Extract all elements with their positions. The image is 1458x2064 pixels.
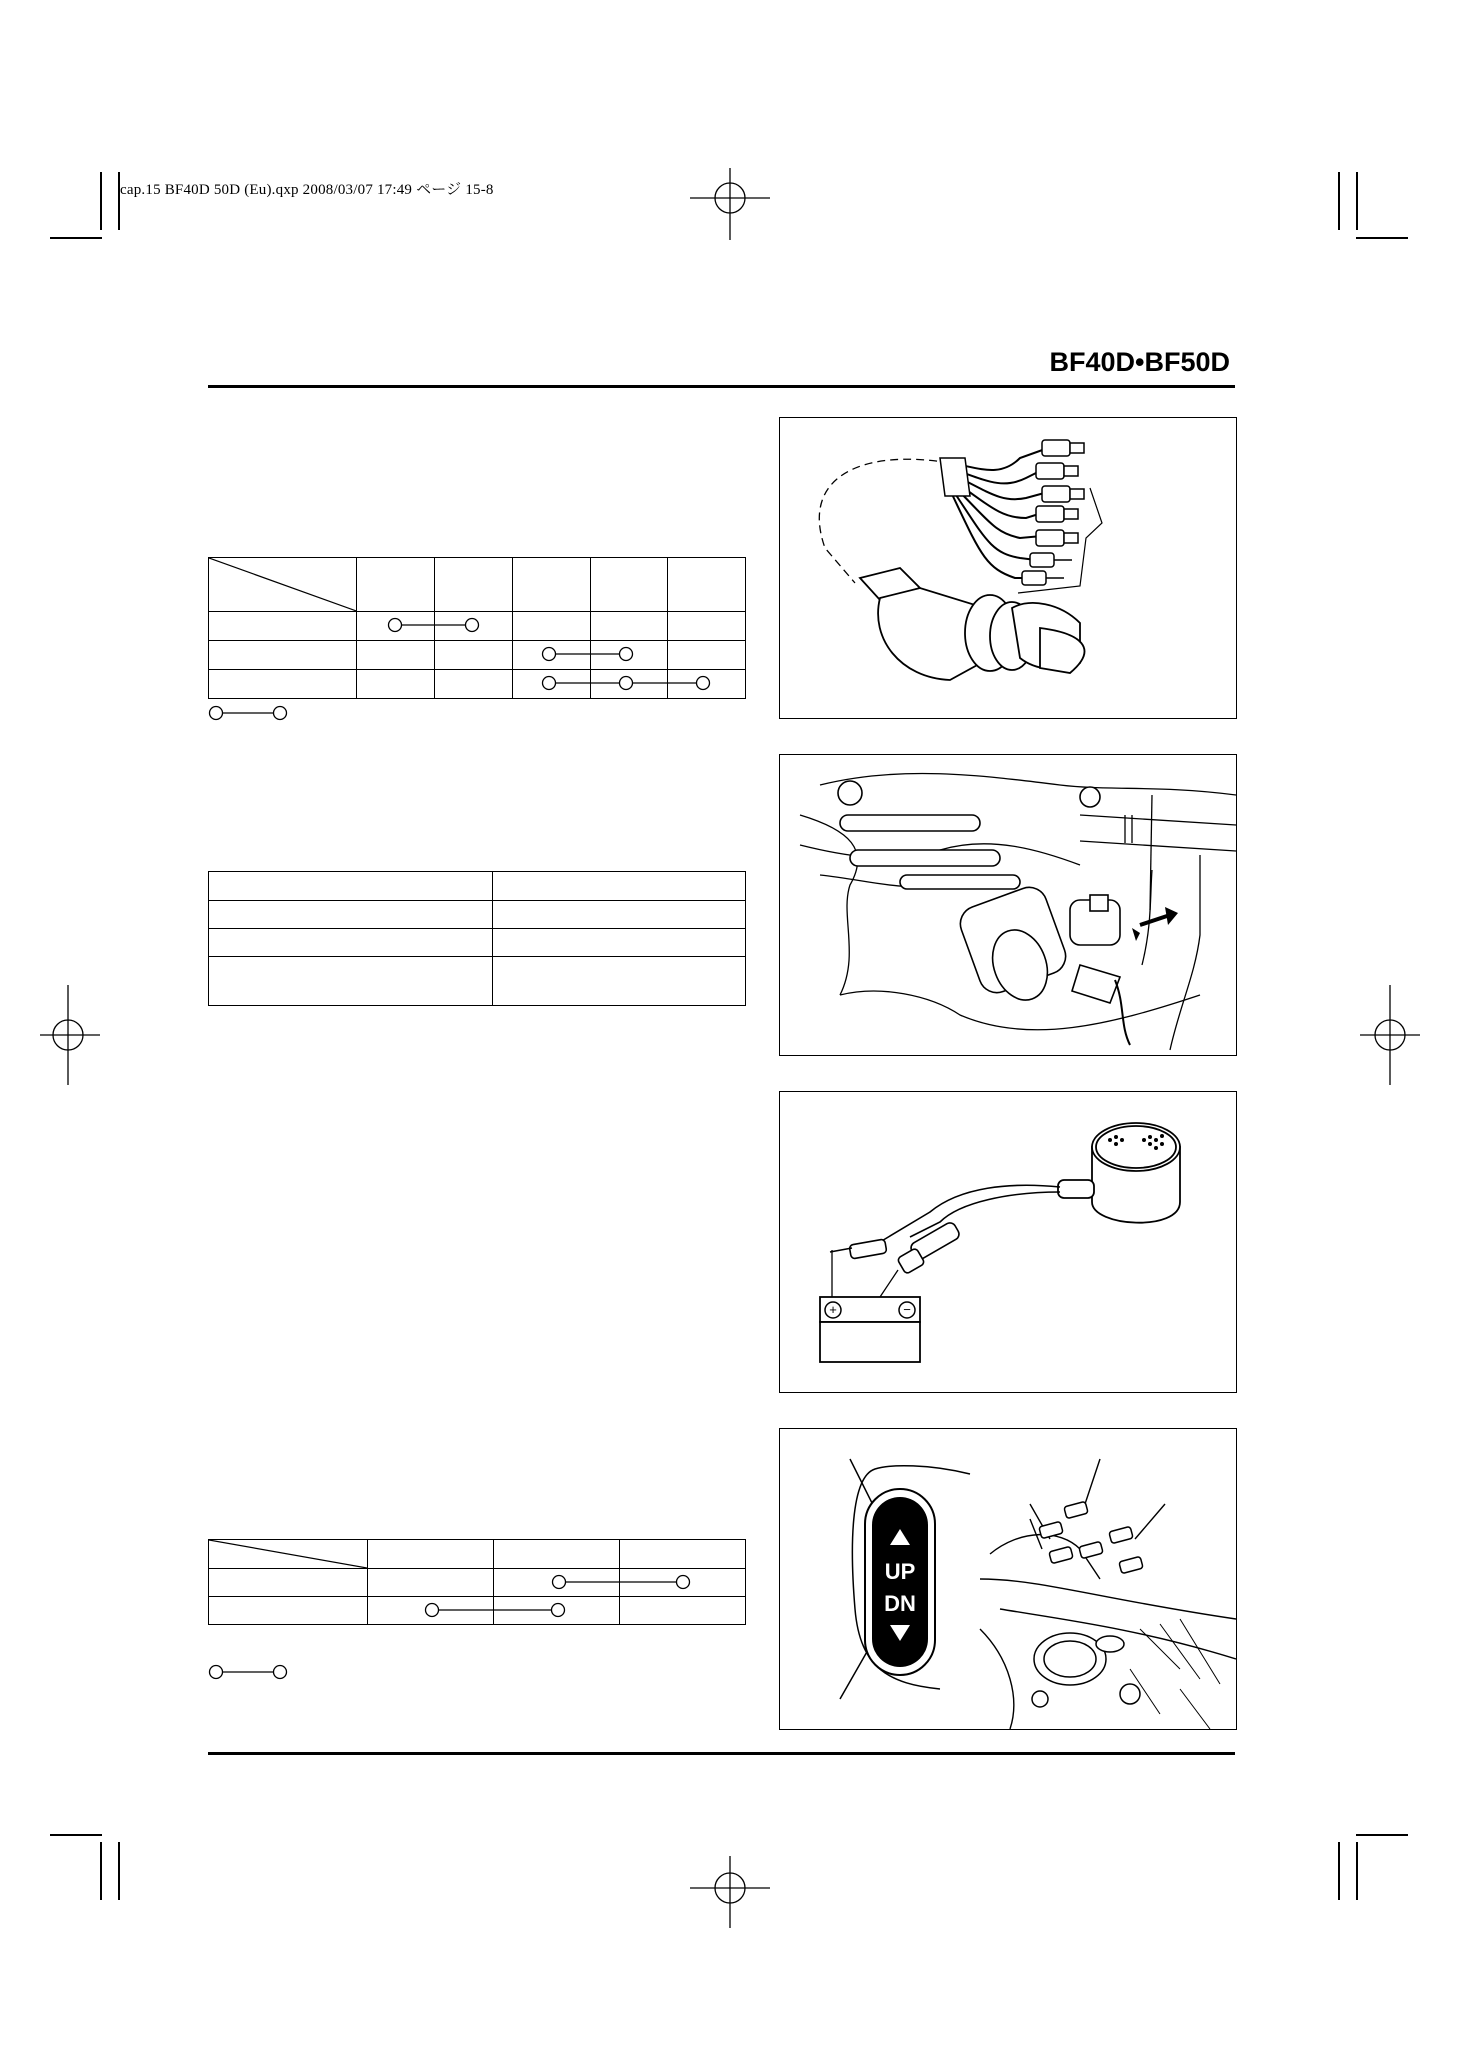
registration-mark-top [680, 168, 780, 240]
footer-rule [208, 1752, 1235, 1755]
svg-text:−: − [903, 1302, 911, 1317]
svg-text:+: + [829, 1302, 837, 1317]
continuity-marks-1 [208, 557, 748, 699]
trim-dn-label: DN [884, 1591, 916, 1616]
continuity-line-row2 [543, 648, 633, 661]
figure-trim-switch [779, 1428, 1237, 1730]
continuity-legend-1 [208, 704, 288, 722]
trim-up-label: UP [884, 1559, 916, 1584]
registration-mark-bottom [680, 1856, 780, 1928]
registration-mark-left [40, 985, 100, 1085]
figure-harness-connection [779, 754, 1237, 1056]
registration-mark-right [1360, 985, 1420, 1085]
trim-switch-illustration [780, 1429, 1236, 1729]
header-rule [208, 385, 1235, 388]
battery-minus-terminal [899, 1302, 915, 1318]
model-title: BF40D•BF50D [1049, 347, 1230, 377]
continuity-line-row1 [553, 1576, 690, 1589]
ignition-switch-illustration [780, 418, 1236, 718]
figure-buzzer-battery [779, 1091, 1237, 1393]
continuity-line-row2 [426, 1604, 565, 1617]
continuity-line-row3 [543, 677, 710, 690]
continuity-marks-2 [208, 1539, 748, 1629]
buzzer-battery-illustration [780, 1092, 1236, 1392]
continuity-line-row1 [389, 619, 479, 632]
spec-table [208, 871, 746, 1006]
print-slug: cap.15 BF40D 50D (Eu).qxp 2008/03/07 17:49 ページ 15-8 [120, 182, 494, 198]
figure-ignition-switch [779, 417, 1237, 719]
battery-plus-terminal [825, 1302, 841, 1318]
continuity-legend-2 [208, 1663, 288, 1681]
harness-connection-illustration [780, 755, 1236, 1055]
